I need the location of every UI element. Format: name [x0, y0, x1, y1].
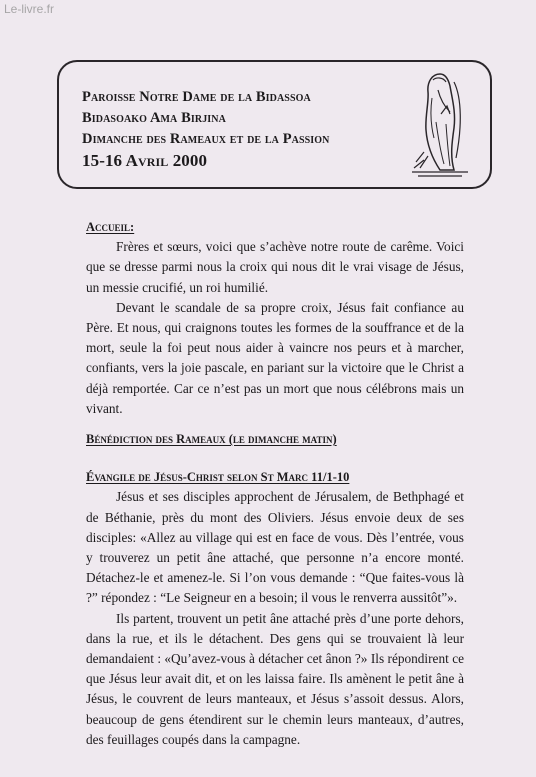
evangile-paragraph-1: Jésus et ses disciples approchent de Jérusalem, de Bethphagé et de Béthanie, près du mont des Oliviers. Jésus envoie deux de ses disciples: «Allez au village qui est en face de vous. Dès l’entrée, vous y trouverez un petit âne attaché, que personne n’a encore monté. Détachez-le et amenez-le. Si l’on vous demande : “Que faites-vous là ?” répondez : “Le Seigneur en a besoin; il vous le renverra aussitôt”».	[86, 489, 464, 606]
parish-name: Paroisse Notre Dame de la Bidassoa	[82, 89, 311, 105]
section-title-benediction: Bénédiction des Rameaux (le dimanche matin)	[86, 432, 337, 447]
document-body	[86, 217, 464, 750]
header-box	[57, 60, 492, 189]
evangile-paragraph-2: Ils partent, trouvent un petit âne attaché près d’une porte dehors, dans la rue, et ils le détachent. Des gens qui se trouvaient là leur demandaient : «Qu’avez-vous à détacher cet ânon ?» Ils répondirent ce que Jésus leur avait dit, et on les laissa faire. Ils amènent le petit âne à Jésus, le couvrent de leurs manteaux, et Jésus s’assoit dessus. Alors, beaucoup de gens étendirent sur le chemin leurs manteaux, d’autres, des feuillages coupés dans la campagne.	[86, 610, 464, 747]
section-title-evangile: Évangile de Jésus-Christ selon St Marc 11/1-10	[86, 470, 350, 485]
accueil-paragraph-2: Devant le scandale de sa propre croix, Jésus fait confiance au Père. Et nous, qui craignons toutes les formes de la souffrance et de la mort, seule la foi peut nous aider à vaincre nos peurs et à marcher, confiants, vers la joie pascale, en pariant sur la victoire que le Christ a déjà remportée. Car ce n’est pas un mort que nous célébrons mais un vivant.	[86, 299, 464, 416]
accueil-paragraph-1: Frères et sœurs, voici que s’achève notre route de carême. Voici que se dresse parmi nous la croix qui nous dit le vrai visage de Jésus, un messie crucifié, un roi humilié.	[86, 239, 464, 295]
header-title-block	[82, 87, 330, 171]
section-title-accueil: Accueil:	[86, 220, 135, 234]
basque-name: Bidasoako Ama Birjina	[82, 110, 226, 126]
occasion-title: Dimanche des Rameaux et de la Passion	[82, 131, 330, 147]
watermark: Le-livre.fr	[4, 2, 55, 16]
madonna-praying-illustration	[410, 68, 472, 180]
event-date: 15-16 Avril 2000	[82, 151, 208, 170]
